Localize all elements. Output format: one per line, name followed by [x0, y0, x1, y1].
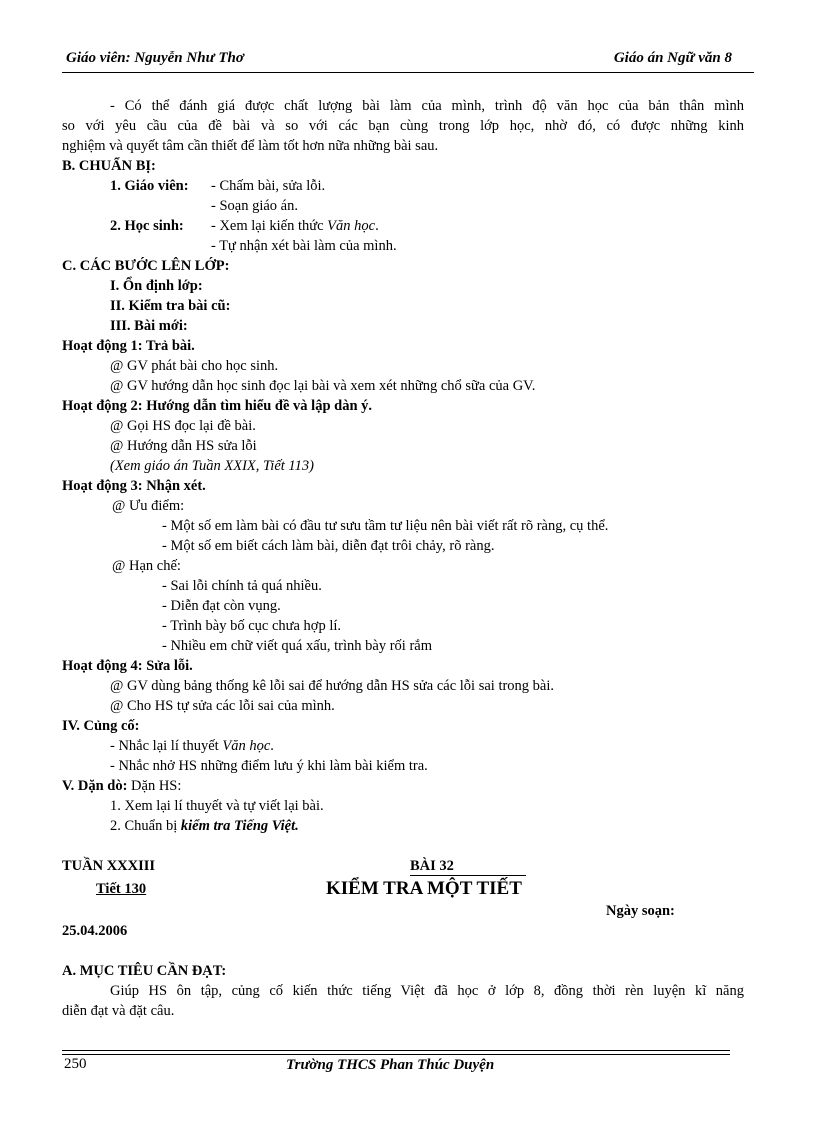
page-header — [62, 48, 754, 73]
activity-1-item: @ GV phát bài cho học sinh. — [110, 358, 279, 374]
cons-label: @ Hạn chế: — [112, 558, 181, 574]
activity-4-item: @ Cho HS tự sửa các lỗi sai của mình. — [110, 698, 335, 714]
activity-4-item: @ GV dùng bảng thống kê lỗi sai để hướng dẫn HS sửa các lỗi sai trong bài. — [110, 678, 555, 694]
activity-2-reference: (Xem giáo án Tuần XXIX, Tiết 113) — [110, 458, 314, 474]
reinforce-heading: IV. Củng cố: — [62, 718, 140, 734]
date-value: 25.04.2006 — [62, 923, 128, 939]
lesson-title: KIỂM TRA MỘT TIẾT — [326, 878, 522, 899]
steps-heading: C. CÁC BƯỚC LÊN LỚP: — [62, 258, 230, 274]
homework-heading: V. Dặn dò: Dặn HS: — [62, 778, 182, 794]
activity-1-item: @ GV hướng dẫn học sinh đọc lại bài và xem xét những chổ sữa của GV. — [110, 378, 536, 394]
prep-student-item: - Xem lại kiến thức Văn học. — [211, 218, 379, 234]
prep-teacher-item: - Soạn giáo án. — [211, 198, 298, 214]
cons-item: - Sai lỗi chính tả quá nhiều. — [162, 578, 322, 594]
prep-teacher-label: 1. Giáo viên: — [110, 178, 189, 194]
footer-rule — [62, 1054, 730, 1055]
homework-item: 2. Chuẩn bị kiểm tra Tiếng Việt. — [110, 818, 299, 834]
intro-line-3: nghiệm và quyết tâm cần thiết để làm tốt hơn nữa những bài sau. — [62, 138, 439, 154]
activity-2-heading: Hoạt động 2: Hướng dẫn tìm hiểu đề và lập dàn ý. — [62, 398, 373, 414]
footer-school: Trường THCS Phan Thúc Duyện — [286, 1057, 495, 1073]
activity-2-item: @ Gọi HS đọc lại đề bài. — [110, 418, 256, 434]
footer-rule — [62, 1050, 730, 1051]
homework-item: 1. Xem lại lí thuyết và tự viết lại bài. — [110, 798, 324, 814]
prep-student-label: 2. Học sinh: — [110, 218, 184, 234]
activity-2-item: @ Hướng dẫn HS sửa lỗi — [110, 438, 257, 454]
cons-item: - Nhiều em chữ viết quá xấu, trình bày rối rắm — [162, 638, 432, 654]
header-teacher: Giáo viên: Nguyễn Như Thơ — [66, 50, 244, 66]
step-item: III. Bài mới: — [110, 318, 188, 334]
activity-4-heading: Hoạt động 4: Sửa lỗi. — [62, 658, 193, 674]
step-item: II. Kiểm tra bài cũ: — [110, 298, 231, 314]
date-label: Ngày soạn: — [606, 903, 675, 919]
cons-item: - Trình bày bố cục chưa hợp lí. — [162, 618, 342, 634]
prep-heading: B. CHUẨN BỊ: — [62, 158, 156, 174]
prep-teacher-item: - Chấm bài, sửa lỗi. — [211, 178, 326, 194]
page-number: 250 — [64, 1056, 87, 1072]
week-label: TUẦN XXXIII — [62, 858, 156, 874]
activity-1-heading: Hoạt động 1: Trả bài. — [62, 338, 195, 354]
step-item: I. Ổn định lớp: — [110, 278, 203, 294]
intro-line-2: so với yêu cầu của đề bài và so với các bạn cùng trong lớp học, nhờ đó, có được những kinh — [62, 118, 744, 134]
prep-student-item: - Tự nhận xét bài làm của mình. — [211, 238, 397, 254]
cons-item: - Diễn đạt còn vụng. — [162, 598, 281, 614]
objectives-line-2: diễn đạt và đặt câu. — [62, 1003, 175, 1019]
intro-line-1: - Có thể đánh giá được chất lượng bài làm của mình, trình độ văn học của bản thân mình — [110, 98, 744, 114]
objectives-heading: A. MỤC TIÊU CẦN ĐẠT: — [62, 963, 227, 979]
period-label: Tiết 130 — [96, 881, 147, 897]
reinforce-item: - Nhắc nhở HS những điểm lưu ý khi làm bài kiểm tra. — [110, 758, 428, 774]
pros-item: - Một số em biết cách làm bài, diễn đạt trôi chảy, rõ ràng. — [162, 538, 495, 554]
objectives-line-1: Giúp HS ôn tập, củng cố kiến thức tiếng Việt đã học ở lớp 8, đồng thời rèn luyện kĩ năng — [110, 983, 744, 999]
activity-3-heading: Hoạt động 3: Nhận xét. — [62, 478, 206, 494]
lesson-number: BÀI 32 — [410, 857, 526, 876]
reinforce-item: - Nhắc lại lí thuyết Văn học. — [110, 738, 274, 754]
pros-item: - Một số em làm bài có đầu tư sưu tầm tư liệu nên bài viết rất rõ ràng, cụ thể. — [162, 518, 609, 534]
header-lesson-plan: Giáo án Ngữ văn 8 — [613, 50, 732, 66]
pros-label: @ Ưu điểm: — [112, 498, 185, 514]
